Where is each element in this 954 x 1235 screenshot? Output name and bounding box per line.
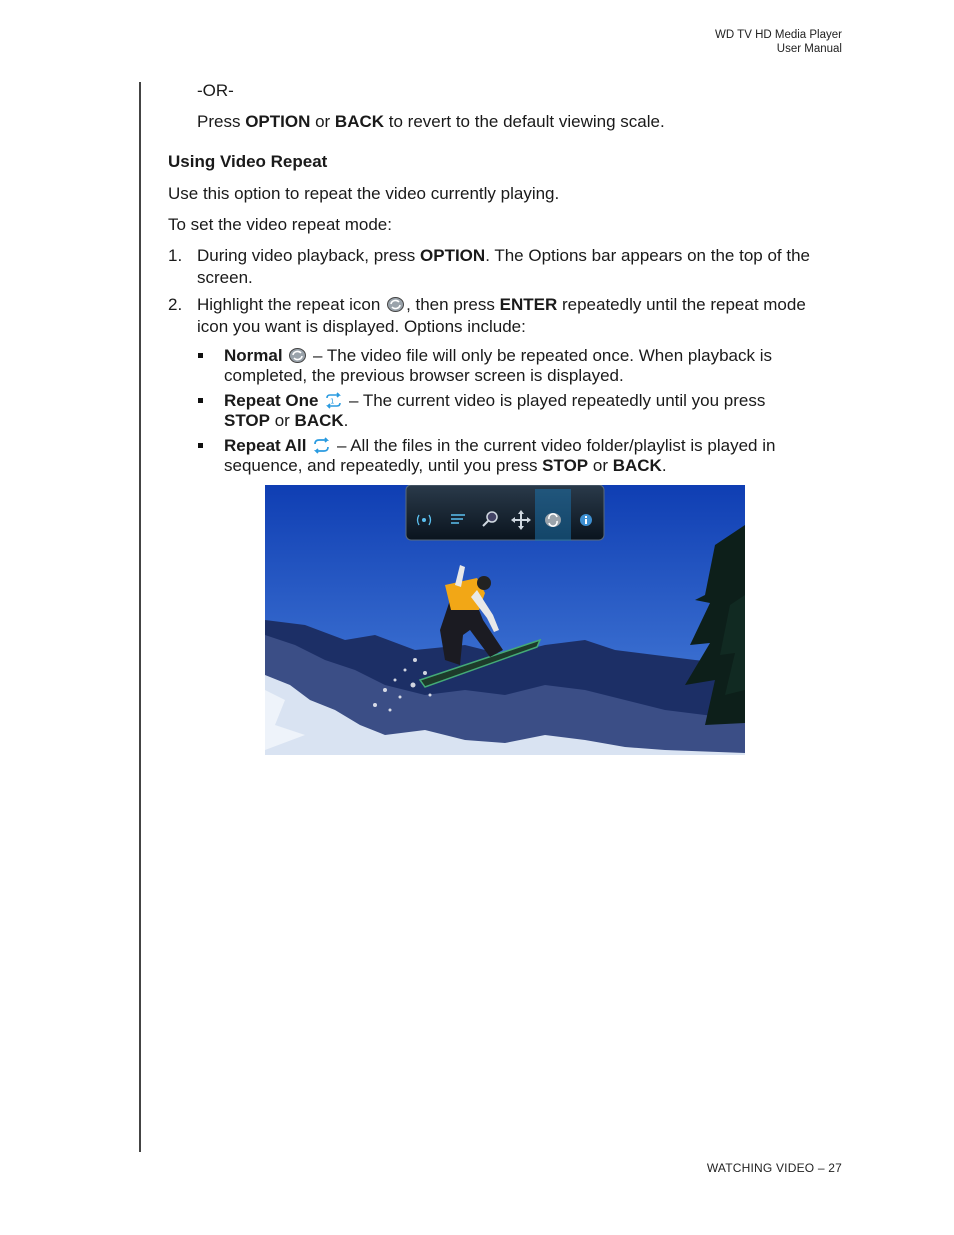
section-title: Using Video Repeat xyxy=(168,152,328,171)
header-doc-type: User Manual xyxy=(776,42,842,55)
step-2-line-1: Highlight the repeat icon , then press ENTER repeatedly until the repeat mode xyxy=(197,295,806,314)
set-mode-text: To set the video repeat mode: xyxy=(168,215,392,234)
option-normal-line-1: Normal – The video file will only be repeated once. When playback is xyxy=(224,346,772,365)
snowboard-scene xyxy=(265,485,745,755)
bullet xyxy=(198,398,203,403)
option-normal-line-2: completed, the previous browser screen is displayed. xyxy=(224,366,624,385)
repeat-icon xyxy=(386,296,405,313)
repeat-all-icon xyxy=(312,437,331,454)
page-footer: WATCHING VIDEO – 27 xyxy=(706,1161,842,1175)
repeat-one-icon xyxy=(324,392,343,409)
intro-text: Use this option to repeat the video currently playing. xyxy=(168,184,560,203)
step-number: 1. xyxy=(168,246,183,265)
option-repeat-all-line-2: sequence, and repeatedly, until you press STOP or BACK. xyxy=(224,456,667,475)
svg-text:1: 1 xyxy=(330,397,335,406)
revert-instruction: Press OPTION or BACK to revert to the default viewing scale. xyxy=(197,112,665,131)
or-label: -OR- xyxy=(197,81,234,100)
repeat-normal-icon xyxy=(288,347,307,364)
options-bar xyxy=(406,485,604,540)
bullet xyxy=(198,353,203,358)
step-2-line-2: icon you want is displayed. Options include: xyxy=(197,317,526,336)
bullet xyxy=(198,443,203,448)
option-repeat-one-line-1: Repeat One 1 – The current video is played repeatedly until you press xyxy=(224,391,766,410)
rider-helmet xyxy=(477,576,491,590)
margin-rule xyxy=(139,82,141,1152)
step-1-line-1: During video playback, press OPTION. The Options bar appears on the top of the xyxy=(197,246,810,265)
option-repeat-one-line-2: STOP or BACK. xyxy=(224,411,349,430)
video-playback-screenshot xyxy=(265,485,745,755)
header-product: WD TV HD Media Player xyxy=(715,29,842,41)
option-repeat-all-line-1: Repeat All – All the files in the current video folder/playlist is played in xyxy=(224,436,776,455)
info-icon xyxy=(580,514,592,526)
step-1-line-2: screen. xyxy=(197,268,253,287)
page-header xyxy=(715,29,842,56)
step-number: 2. xyxy=(168,295,183,314)
repeat-icon xyxy=(545,513,561,527)
